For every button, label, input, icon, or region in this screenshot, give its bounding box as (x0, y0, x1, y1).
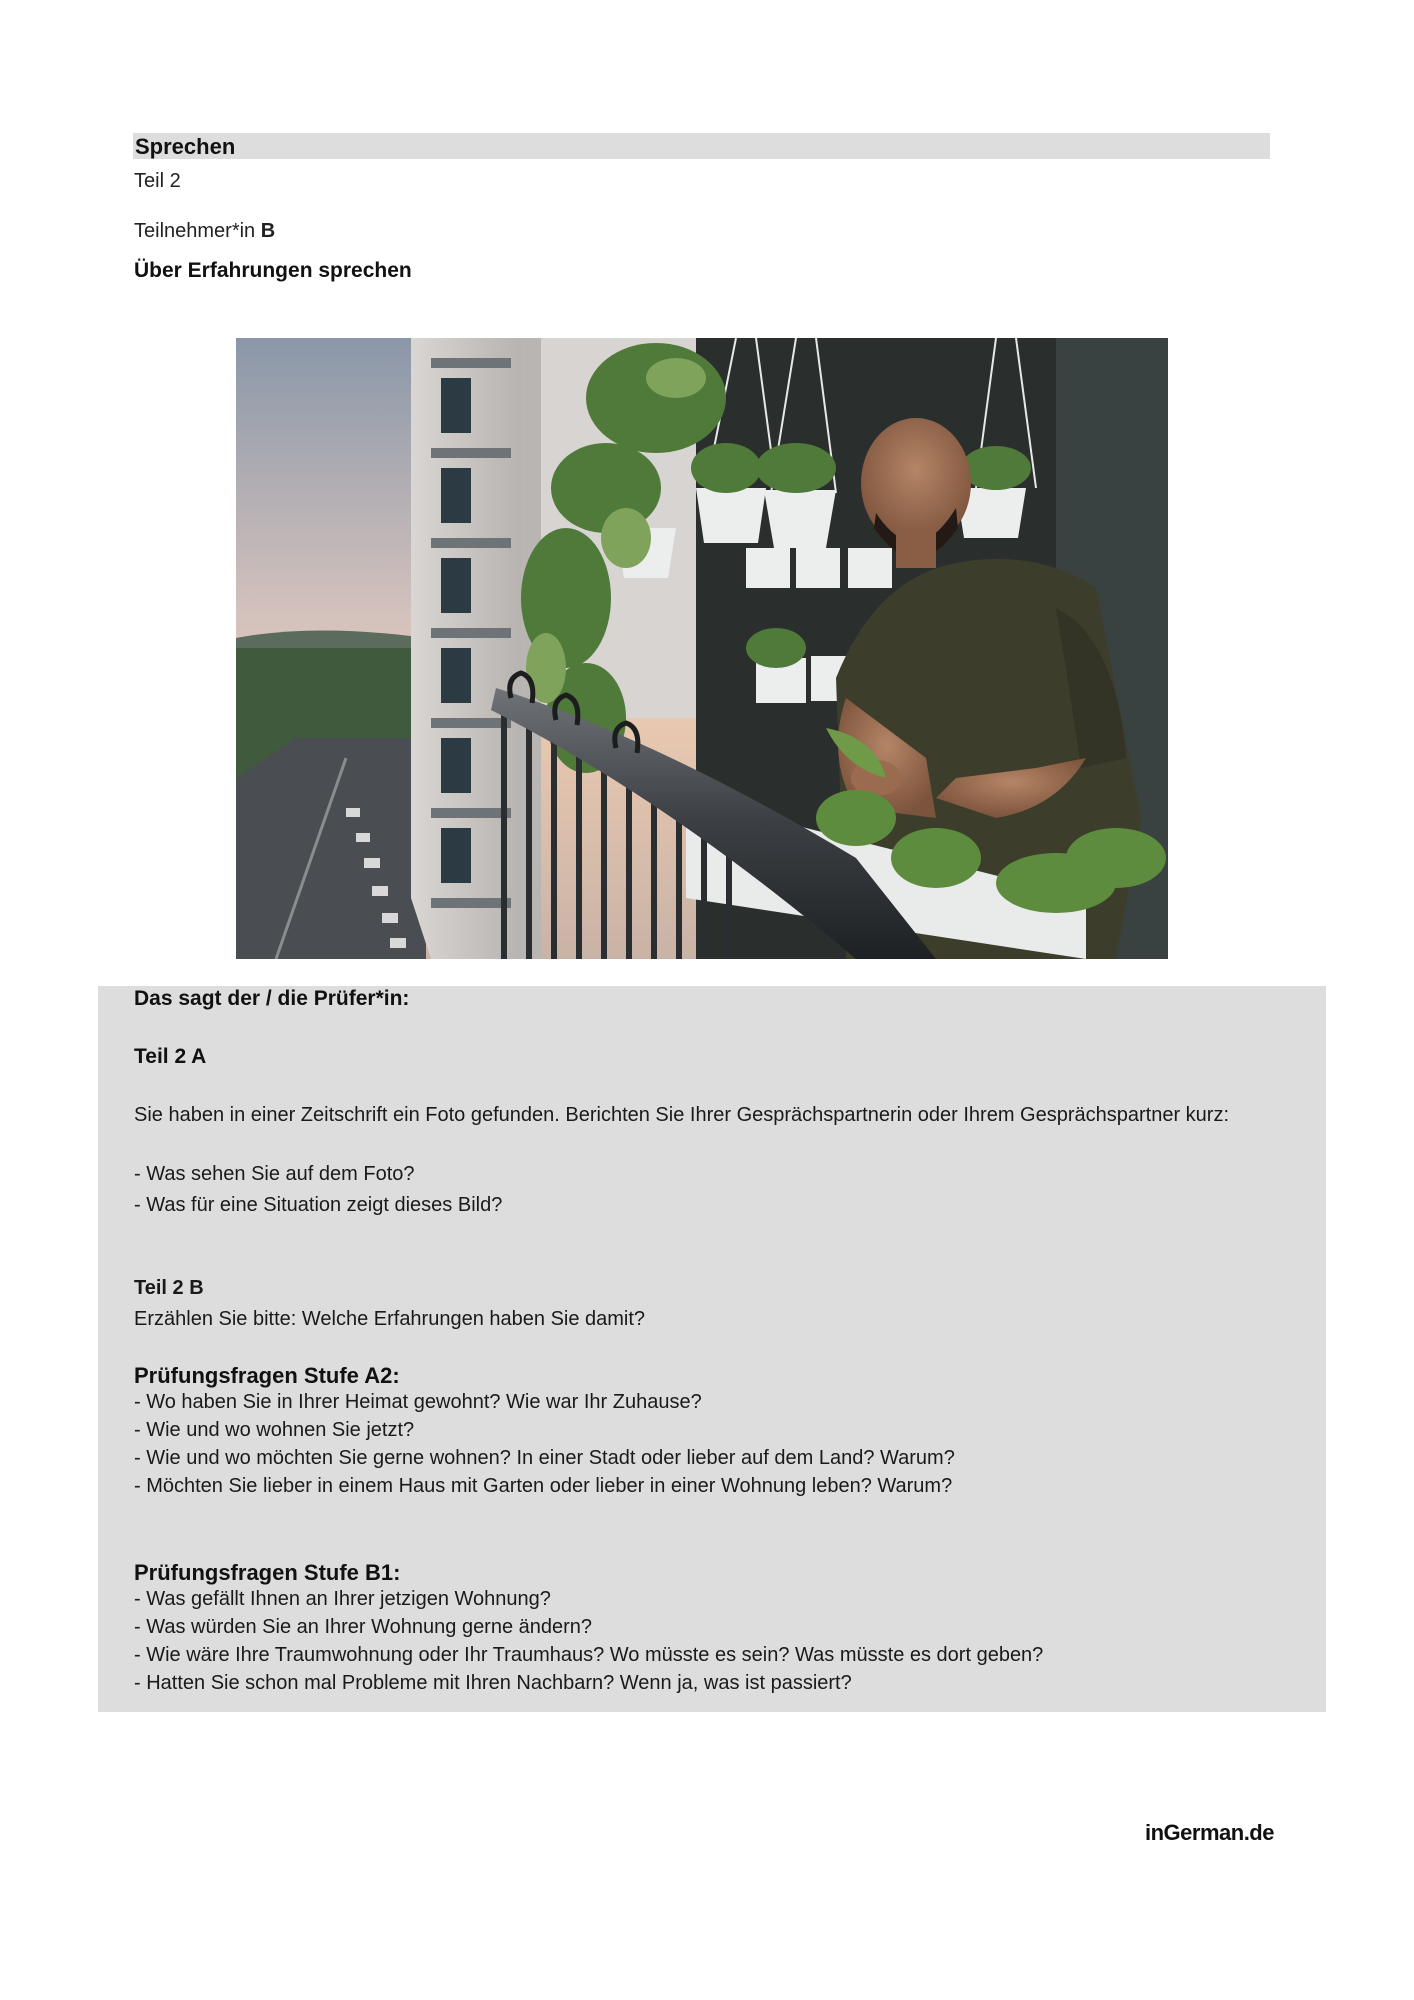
participant-label (134, 220, 275, 243)
examiner-panel (98, 986, 1326, 1712)
b1-title: Prüfungsfragen Stufe B1: (134, 1560, 401, 1585)
b1-question: - Wie wäre Ihre Traumwohnung oder Ihr Traumhaus? Wo müsste es sein? Was müsste es dort geben? (134, 1644, 1044, 1666)
part-label: Teil 2 (134, 170, 181, 192)
part-b-intro: Erzählen Sie bitte: Welche Erfahrungen haben Sie damit? (134, 1308, 646, 1330)
section-title-bar (133, 133, 1270, 159)
part-b-title: Teil 2 B (134, 1277, 204, 1299)
part-a-question: - Was für eine Situation zeigt dieses Bild? (134, 1194, 503, 1216)
a2-question: - Wie und wo möchten Sie gerne wohnen? In einer Stadt oder lieber auf dem Land? Warum? (134, 1447, 955, 1469)
part-a-question: - Was sehen Sie auf dem Foto? (134, 1163, 415, 1185)
b1-question: - Was würden Sie an Ihrer Wohnung gerne ändern? (134, 1616, 593, 1638)
participant-letter: B (260, 220, 276, 242)
photo-man-gardening-on-balcony (236, 338, 1168, 959)
topic-heading: Über Erfahrungen sprechen (134, 259, 412, 282)
b1-question: - Hatten Sie schon mal Probleme mit Ihren Nachbarn? Wenn ja, was ist passiert? (134, 1672, 852, 1694)
section-title: Sprechen (135, 134, 236, 159)
brand-logo: inGerman.de (1145, 1820, 1274, 1845)
a2-title: Prüfungsfragen Stufe A2: (134, 1363, 400, 1388)
examiner-heading: Das sagt der / die Prüfer*in: (134, 987, 410, 1010)
participant-prefix: Teilnehmer*in (134, 220, 261, 242)
part-a-title: Teil 2 A (134, 1045, 207, 1068)
a2-question: - Wo haben Sie in Ihrer Heimat gewohnt? Wie war Ihr Zuhause? (134, 1391, 702, 1413)
b1-question: - Was gefällt Ihnen an Ihrer jetzigen Wohnung? (134, 1588, 551, 1610)
a2-question: - Möchten Sie lieber in einem Haus mit Garten oder lieber in einer Wohnung leben? Warum? (134, 1475, 953, 1497)
part-a-intro: Sie haben in einer Zeitschrift ein Foto gefunden. Berichten Sie Ihrer Gesprächspartnerin oder Ihrem Gesprächspartner kurz: (134, 1104, 1230, 1126)
a2-question: - Wie und wo wohnen Sie jetzt? (134, 1419, 415, 1441)
